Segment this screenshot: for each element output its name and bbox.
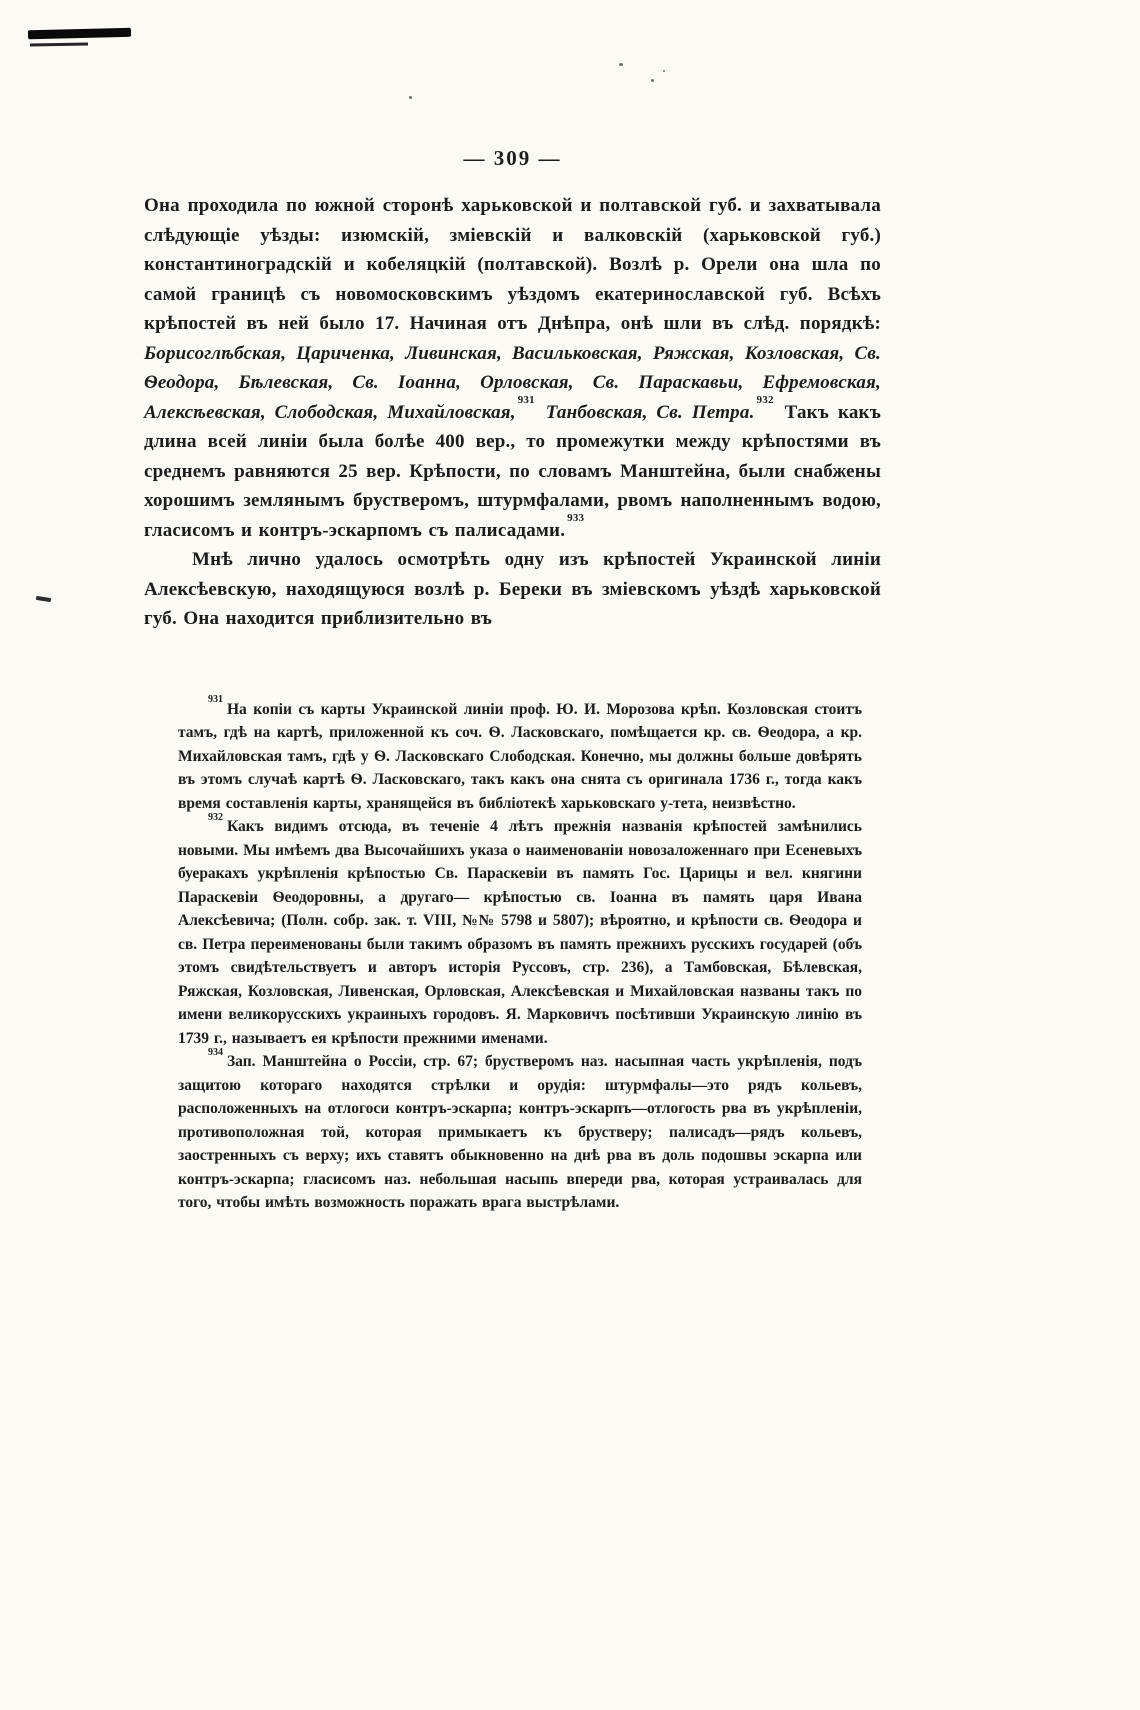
footnote-ref: 933 [567, 512, 585, 525]
paragraph-2: Мнѣ лично удалось осмотрѣть одну изъ крѣпостей Украинской линіи Алексѣевскую, находящуюся возлѣ р. Береки въ зміевскомъ уѣздѣ харьковской губ. Она находится приблизительно въ [144, 549, 881, 629]
footnote-text: Какъ видимъ отсюда, въ теченіе 4 лѣтъ прежнія названія крѣпостей замѣнились новыми. Мы имѣемъ два Высочайшихъ указа о наименованіи новозаложеннаго при Есеневыхъ буеракахъ укрѣпленія крѣпостью Св. Параскевіи въ память Гос. Царицы и вел. княгини Параскевіи Ѳеодоровны, а другаго— крѣпостью св. Іоанна въ память царя Ивана Алексѣевича; (Полн. собр. зак. т. VIII, №№ 5798 и 5807); вѣроятно, и крѣпости св. Ѳеодора и св. Петра переименованы были такимъ образомъ въ память прежнихъ русскихъ государей (объ этомъ свидѣтельствуетъ и авторъ исторія Руссовъ, стр. 236), а Тамбовская, Бѣлевская, Ряжская, Козловская, Ливенская, Орловская, Алексѣевская и Михайловская названы такъ по имени великорусскихъ украиныхъ городовъ. Я. Марковичъ посѣтивши Украинскую линію въ 1739 г., называетъ ея крѣпости прежними именами. [178, 818, 862, 1047]
page-number: — 309 — [463, 146, 562, 170]
footnote-ref: 931 [517, 394, 535, 407]
scan-artifact-speck [619, 63, 623, 66]
footnotes [178, 694, 862, 1215]
paragraph-1 [144, 191, 881, 545]
scan-artifact-speck [663, 70, 665, 72]
footnote-marker: 932 [208, 811, 223, 823]
fortress-list: Борисоглѣбская, Цариченка, Ливинская, Васильковская, Ряжская, Козловская, Св. Ѳеодора, Бѣлевская, Св. Іоанна, Орловская, Св. Параскавьи, Ефремовская, Алексѣевская, Слободская, Михайловская, [144, 342, 881, 423]
body-text: Она проходила по южной сторонѣ харьковской и полтавской губ. и захватывала слѣдующіе уѣзды: изюмскій, зміевскій и валковскій (харьковской губ.) константиноградскій и кобеляцкій (полтавской). Возлѣ р. Орели она шла по самой границѣ съ новомосковскимъ уѣздомъ екатеринославской губ. Всѣхъ крѣпостей въ ней было 17. Начиная отъ Днѣпра, онѣ шли въ слѣд. порядкѣ: [144, 195, 881, 334]
footnote-text: Зап. Манштейна о Россіи, стр. 67; брустверомъ наз. насыпная часть укрѣпленія, подъ защитою котораго находятся стрѣлки и орудія: штурмфалы—это рядъ кольевъ, расположенныхъ на отлогоси контръ-эскарпа; контръ-эскарпъ—отлогость рва въ укрѣпленіи, противоположная той, которая примыкаетъ къ брустверу; палисадъ—рядъ кольевъ, заостренныхъ съ верху; ихъ ставятъ обыкновенно на днѣ рва въ доль подошвы эскарпа или контръ-эскарпа; гласисомъ наз. небольшая насыпь впереди рва, которая устраивалась для того, чтобы имѣть возможность поражать врага выстрѣлами. [178, 1053, 862, 1211]
body-text: Такъ какъ длина всей линіи была болѣе 400 вер., то промежутки между крѣпостями въ среднемъ равняются 25 вер. Крѣпости, по словамъ Манштейна, были снабжены хорошимъ землянымъ брустверомъ, штурмфалами, рвомъ наполненнымъ водою, гласисомъ и контръ-эскарпомъ съ палисадами. [144, 401, 881, 541]
footnote [178, 1046, 862, 1215]
footnote-ref: 932 [756, 394, 774, 407]
footnote [178, 811, 862, 1050]
scan-artifact-ink-line [30, 42, 88, 46]
footnote-text: На копіи съ карты Украинской линіи проф. Ю. И. Морозова крѣп. Козловская стоитъ тамъ, гдѣ на картѣ, приложенной къ соч. Ѳ. Ласковскаго, помѣщается кр. св. Ѳеодора, а кр. Михайловская тамъ, гдѣ у Ѳ. Ласковскаго Слободская. Конечно, мы должны больше довѣрять въ этомъ случаѣ картѣ Ѳ. Ласковскаго, такъ какъ она снята съ оригинала 1736 г., тогда какъ время составленія карты, хранящейся въ библіотекѣ харьковскаго у-тета, неизвѣстно. [178, 700, 862, 812]
footnote [178, 694, 862, 816]
footnote-marker: 934 [208, 1046, 223, 1058]
scan-artifact-ink-mark [28, 28, 131, 40]
text-block [144, 0, 881, 1215]
scan-artifact-speck [409, 96, 412, 99]
footnote-marker: 931 [208, 694, 223, 706]
fortress-list-end: Танбовская, Св. Петра. [536, 401, 755, 423]
main-text [144, 191, 881, 634]
scan-artifact-speck [651, 79, 654, 82]
scan-artifact-margin-dash [36, 596, 51, 602]
